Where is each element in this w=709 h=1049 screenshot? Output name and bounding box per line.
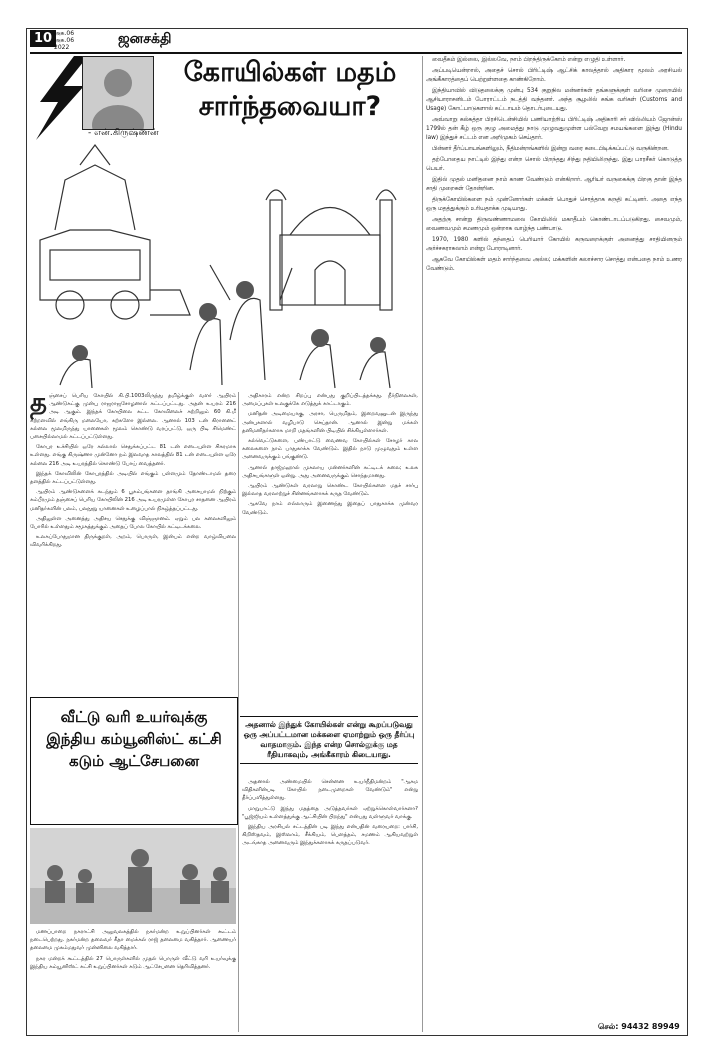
byline: - என்.கிருஷ்ணன் (88, 128, 159, 138)
article-column-2: அதிகாரம் என்ற சிறப்பு என்பது குறிப்பிடத்தக்கது. நீர்நிலைகள், அமைப்புகள் உலகுக்கே எடுத்துக் காட்டாகும். மனிதன் அடிமையாகு, அரசா, பெருமிதம், இறைவனுடன் இருந்து அன்புகளால் வழிபாடு செய்தான். ஆனால் இன்று மக்கள் தனிமனிதர்களாக மாறி மதங்களின் பிடியில் சிக்கியுள்ளார்கள். கல்வெட்டுகளை, பண்பாட்டு வைணவ கோயில்கள் சோழர் கால கலைகளை நாம் பாதுகாக்க வேண்டும். இதில் நாடு முழுவதும் உள்ள அனைவருக்கும் பங்குண்டு. ஆனால் தாஜ்மஹால் முகலாய மன்னர்களின் கட்டிடக் கலை; உலக அதிசயங்களுள் ஒன்று. அது அனைவருக்கும் சொந்தமானது. ஆயிரம் ஆண்டுகள் வரலாறு கொண்ட கோயில்களை மதச் சார்பு இல்லாத வரலாற்றுச் சின்னங்களாகக் கருத வேண்டும். ஆகவே நாம் எல்லாரும் இணைந்து இதைப் பாதுகாக்க முன்வர வேண்டும். (242, 393, 418, 516)
issue-date: அக.06 அக.06 2022 (54, 30, 75, 51)
author-photo (82, 56, 154, 130)
sidebar-title-2: இந்திய கம்யூனிஸ்ட் கட்சி (46, 730, 222, 748)
headline: கோயில்கள் மதம் சார்ந்தவையா? (183, 57, 397, 122)
meeting-photo (30, 828, 236, 924)
page-number: 10 (30, 30, 56, 47)
sidebar-title-3: கடும் ஆட்சேபனை (68, 752, 200, 770)
article-column-2b: அதனால் அண்மையில் சென்னை உயர்நீதிமன்றம் "ஆகம விதிகளின்படி கோயில் நடைமுறைகள் வேண்டும்" என்று தீர்ப்பளித்துள்ளது. மாறுபாட்டு இந்து மதத்தை அடுத்தவர்கள் ஏற்றுக்கொள்வார்களா? "பூஜ்ஜியம் உள்ளத்துக்கு ஆட்சியின் பிறந்து" என்பது வள்ளுவர் வாக்கு. இந்திய அரசியல் சட்டத்தின் படி இந்து என்பதின் வரையறை: பார்சி, கிறிஸ்தவம், இஸ்லாம், சீக்கியம், பௌத்தம், சமணம் ஆகியவற்றுள் அடங்காத அனைவரும் இந்துக்களாகக் கருதப்படுவர். (242, 779, 418, 847)
paper-name: ஜனசக்தி (118, 31, 172, 47)
page-header (30, 30, 682, 54)
author-phone: செல்: 94432 89949 (598, 1022, 680, 1031)
lightning-bolt-icon (30, 56, 90, 140)
pull-quote: அதனால் இந்துக் கோயில்கள் என்று கூறப்படுவது ஒரு அப்பட்டமான மக்களை ஏமாற்றும் ஒரு தீர்ப்பு வாதமாகும். இந்த என்ற சொல்லுக்கு மத ரீதியாகவும், அங்கீகாரம் கிடையாது. (240, 716, 418, 764)
article-column-3: வைதீகம் இல்லை, இல்லவே, நாம் பிறந்திருக்கோம் என்று எழுதி உள்ளார். அப்படியென்றால், அதைச் சொல் பிரிட்டிஷ் ஆட்சிக் காலத்தால் அதிகார மூலம் அரசியல் அங்கீகாரத்தைப் பெற்றுள்ளதை காண்கிறோம். இந்தியாவில் விடுதலைக்கு முன்பு 534 குறுநில மன்னர்கள் தங்களுக்குள் வரிசை முறையில் ஆசியாராசனிடம் போராட்டம் நடத்தி வந்தனர். அந்த சூழலில் சுங்க வரிகள் (Customs and Usage) கோட்பாடுகளால் கட்டாயம் தொடர்புடையது. அவ்வாறு கல்கத்தா பிரசிடென்சியில் பணியாற்றிய பிரிட்டிஷ் அதிகாரி சர் வில்லியம் ஜோன்ஸ் 1799ல் தன் கீழ் ஒரு குழு அமைத்து நாடு முழுவதுமுள்ள பல்வேறு சமயங்களை இந்து (Hindu law) இந்துச் சட்டம் என அறிமுகம் செய்தார். பின்னர் தீர்ப்பாயங்களிலும், நீதிமன்றங்களில் இன்று வரை கடைபிடிக்கப்பட்டு வருகின்றன. தற்போதைய நாட்டில் இந்து என்ற சொல் பிறந்தது சிந்து நதியிலிருந்து. இது பாரசீகர் கொடுத்த பெயர். இதில் முதல் மனிதனை நாம் காண வேண்டும் என்கிறார். ஆரியர் வருகைக்கு பிறகு தான் இந்த சாதி முறைகள் தோன்றின. திருக்கோயில்களை நம் முன்னோர்கள் மக்கள் பொதுச் சொத்தாக கருதி கட்டினர். அதை எந்த ஒரு மதத்துக்கும் உரியதாக்க முடியாது. அதற்கு சான்று திருவண்ணாமலை கோயிலில் மகாதீபம் கொண்டாடப்படுகிறது. சைவமும், வைணவமும் சமணமும் ஒன்றாக வாழ்ந்த பண்பாடு. 1970, 1980 களில் தந்தைப் பெரியார் கோயில் கருவறைக்குள் அனைத்து சாதியினரும் அர்ச்சகராகலாம் என்று போராடினார். ஆகவே கோயில்கள் மதம் சார்ந்தவை அல்ல; மக்களின் கலாச்சார சொத்து என்பதை நாம் உணர வேண்டும். (426, 57, 682, 272)
column-rule (238, 392, 239, 1032)
sidebar-title-1: வீட்டு வரி உயர்வுக்கு (60, 708, 208, 726)
sidebar-caption: மணப்பாறை நகராட்சி அலுவலகத்தில் நகர்மன்ற உறுப்பினர்கள் கூட்டம் நடைபெற்றது. நகர்மன்ற தலைவர் கீதா மைக்கல் ராஜ் தலைமை வகித்தார். ஆணையர் தலைமை முகம்மதுவர் முன்னிலை வகித்தார். நகர மன்றக் கூட்டத்தில் 27 பொருள்களில் முதல் பொருள் வீட்டு வரி உயர்வுக்கு இந்திய கம்யூனிஸ்ட் கட்சி உறுப்பினர்கள் கடும் ஆட்சேபனை தெரிவித்தனர். (30, 929, 236, 970)
temple-cartoon-illustration (30, 140, 418, 390)
article-column-1: தஞ்சைப் பெரிய கோயில் கி.பி.1003லிருந்து தமிழ்க்குள் வளர் ஆயிரம் ஆண்டுகட்கு முன்பு ராஜராஜசோழனால் கட்டப்பட்டது. அதன் உயரம் 216 அடி ஆகும். இந்தக் கோயிலை கட்ட கோவிலைச் சுற்றிலும் 60 கி.மீ சுற்றளவில் எங்கிரு மலையோ, கற்களோ இல்லை. ஆனால் 103 டன் கிரானைட் கல்லை மூலமிருந்து யானைகள் மூலம் கொண்டு வரப்பட்டு, ஒரு பிடி சிமெண்ட் பசையில்லாமல் கட்டப்பட்டுள்ளது. கோபுர உச்சியில் ஒரே கல்லால் செதுக்கப்பட்ட 81 டன் எடையுள்ள சிகரமாக உள்ளது. எங்கு கிருஷ்ணா முன்னோ நம் இலவாத காலத்தில் 81 டன் எடையுள்ள ஒரே கல்லை 216 அடி உயரத்தில் கொண்டு போய் வைத்தனர். இந்தக் கோவிலின் கோபுரத்தில் அடியில் எங்கும் பள்ளமும் தோண்டாமல் தரை தளத்தில் கட்டப்பட்டுள்ளது. ஆயிரம் ஆண்டுகளைக் கடந்தும் 6 பூகம்பங்களை தாங்கி அசையாமல் நிற்கும் கம்பீரமும் தஞ்சைப் பெரிய கோயிலின் 216 அடி உயரமுள்ள கோபுர சாதனை ஆயிரம் மனிதர்களின் பலம், பலநூறு யானைகள் உழைப்பால் நிகழ்த்தப்பட்டது. அதிலுள்ள அனைத்து அதிசய செதுக்கு விஞ்ஞானம். ஏறும் பல கலைகளிலும் போரில் உள்ளதும் சமூகத்துக்கும் அதைப் போல கோயில் கட்டிடக்கலை. உலகப்போதுமான திருக்குறள், அறம், பொருள், இன்பம் என்ற வாழ்வியலை விவரிக்கிறது. (30, 392, 236, 549)
drop-cap: த (30, 392, 47, 418)
column-rule (422, 56, 423, 1032)
sidebar-story-box (30, 697, 238, 825)
